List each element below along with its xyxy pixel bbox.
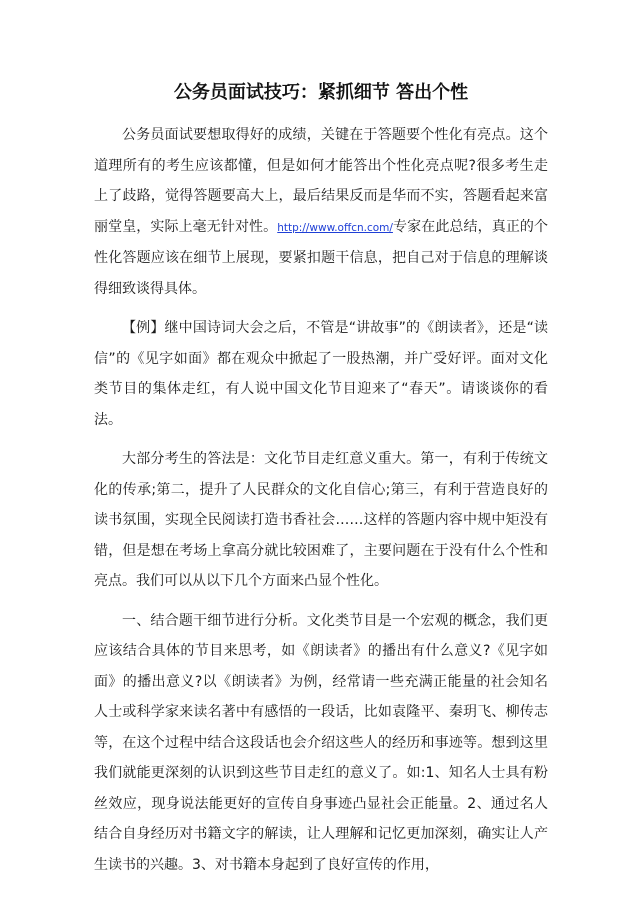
common-answer-paragraph: 大部分考生的答法是：文化节目走红意义重大。第一，有利于传统文化的传承;第二，提升了人民群众的文化自信心;第三，有利于营造良好的读书氛围，实现全民阅读打造书香社会……这样的答题内容中规中矩没有错，但是想在考场上拿高分就比较困难了，主要问题在于没有什么个性和亮点。我们可以从以下几个方面来凸显个性化。: [94, 451, 548, 589]
intro-text: 公务员面试要想取得好的成绩，关键在于答题要个性化有亮点。这个道理所有的考生应该都懂，但是如何才能答出个性化亮点呢?很多考生走上了歧路，觉得答题要高大上，最后结果反而是华而不实，答题看起来富丽堂皇，实际上毫无针对性。: [94, 127, 548, 235]
spacer: [94, 106, 548, 120]
offcn-link[interactable]: http://www.offcn.com/: [277, 221, 393, 234]
page-title: 公务员面试技巧：紧抓细节 答出个性: [173, 82, 469, 103]
spacer: [94, 435, 548, 444]
example-paragraph: 【例】继中国诗词大会之后，不管是“讲故事”的《朗读者》，还是“读信”的《见字如面》都在观众中掀起了一股热潮，并广受好评。面对文化类节目的集体走红，有人说中国文化节目迎来了“春天”。请谈谈你的看法。: [94, 320, 548, 428]
intro-paragraph: [94, 120, 548, 304]
spacer: [94, 304, 548, 313]
spacer: [94, 597, 548, 606]
analysis-paragraph: 一、结合题干细节进行分析。文化类节目是一个宏观的概念，我们更应该结合具体的节目来思考，如《朗读者》的播出有什么意义?《见字如面》的播出意义?以《朗读者》为例，经常请一些充满正能量的社会知名人士或科学家来读名著中有感悟的一段话，比如袁隆平、秦玥飞、柳传志等，在这个过程中结合这段话也会介绍这些人的经历和事迹等。想到这里我们就能更深刻的认识到这些节目走红的意义了。如:1、知名人士具有粉丝效应，现身说法能更好的宣传自身事迹凸显社会正能量。2、通过名人结合自身经历对书籍文字的解读，让人理解和记忆更加深刻，确实让人产生读书的兴趣。3、对书籍本身起到了良好宣传的作用，: [94, 612, 548, 873]
intro-text-continued: 专家在此总结，真正的个性化答题应该在细节上展现，要紧扣题干信息，把自己对于信息的理解谈得细致谈得具体。: [94, 218, 549, 297]
